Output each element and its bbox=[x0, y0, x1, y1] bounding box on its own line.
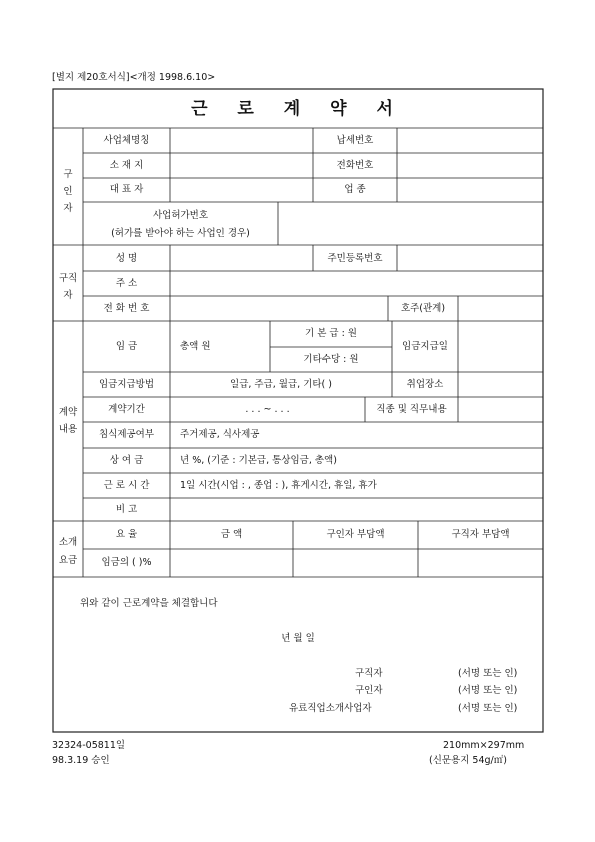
contract-date: 년 월 일 bbox=[281, 633, 315, 644]
wage-allowance: 기타수당 : 원 bbox=[303, 354, 359, 365]
sign-employer-field[interactable]: (서명 또는 인) bbox=[458, 685, 518, 696]
meal-value: 주거제공, 식사제공 bbox=[180, 429, 260, 440]
label-seeker-phone: 전 화 번 호 bbox=[103, 303, 150, 314]
pay-method-options: 일급, 주급, 월급, 기타( ) bbox=[230, 379, 332, 390]
label-seeker-name: 성 명 bbox=[115, 253, 138, 264]
section-employer: 구 인 자 bbox=[63, 169, 73, 214]
signer-agency: 유료직업소개사업자 bbox=[289, 703, 372, 714]
label-employer-share: 구인자 부담액 bbox=[326, 529, 385, 540]
label-address: 소 재 지 bbox=[109, 160, 144, 171]
label-hours: 근 로 시 간 bbox=[103, 480, 150, 491]
label-seeker-address: 주 소 bbox=[115, 278, 138, 289]
label-tax-no: 납세번호 bbox=[336, 135, 374, 146]
section-contract: 계약 내용 bbox=[58, 407, 78, 435]
form-reference: [별지 제20호서식]<개정 1998.6.10> bbox=[52, 72, 216, 83]
approval-date: 98.3.19 승인 bbox=[52, 755, 110, 766]
label-permit-no: 사업허가번호 bbox=[152, 210, 209, 221]
bonus-value: 년 %, (기준 : 기본급, 통상임금, 총액) bbox=[180, 455, 337, 466]
document-title: 근 로 계 약 서 bbox=[191, 99, 405, 119]
label-wage: 임 금 bbox=[115, 341, 138, 352]
label-fee-rate: 요 율 bbox=[115, 529, 138, 540]
label-job-type: 직종 및 직무내용 bbox=[376, 404, 447, 415]
label-representative: 대 표 자 bbox=[109, 184, 144, 195]
label-bonus: 상 여 금 bbox=[109, 455, 144, 466]
label-pay-day: 임금지급일 bbox=[402, 341, 448, 352]
label-workplace: 취업장소 bbox=[406, 379, 444, 390]
period-value: . . . ~ . . . bbox=[245, 404, 290, 415]
label-biz-name: 사업체명칭 bbox=[103, 135, 150, 146]
label-period: 계약기간 bbox=[108, 404, 145, 415]
label-industry: 업 종 bbox=[344, 184, 366, 195]
label-seeker-share: 구직자 부담액 bbox=[451, 529, 510, 540]
label-permit-note: (허가를 받아야 하는 사업인 경우) bbox=[111, 228, 250, 239]
signer-seeker: 구직자 bbox=[355, 668, 383, 679]
label-remarks: 비 고 bbox=[115, 504, 138, 515]
section-jobseeker: 구직 자 bbox=[58, 273, 78, 301]
label-fee-amount: 금 액 bbox=[220, 529, 243, 540]
label-rrn: 주민등록번호 bbox=[327, 253, 383, 264]
label-pay-method: 임금지급방법 bbox=[98, 379, 155, 390]
form-code: 32324-05811일 bbox=[52, 740, 126, 751]
label-wage-percent: 임금의 ( )% bbox=[101, 557, 152, 568]
paper-size: 210mm×297mm bbox=[443, 740, 525, 751]
wage-total: 총액 원 bbox=[180, 341, 211, 352]
signer-employer: 구인자 bbox=[355, 685, 383, 696]
sign-seeker-field[interactable]: (서명 또는 인) bbox=[458, 668, 518, 679]
label-meal: 침식제공여부 bbox=[98, 429, 155, 440]
sign-agency-field[interactable]: (서명 또는 인) bbox=[458, 703, 518, 714]
hours-value: 1일 시간(시업 : , 종업 : ), 휴게시간, 휴일, 휴가 bbox=[180, 480, 377, 491]
section-fee: 소개 요금 bbox=[58, 537, 78, 566]
agreement-statement: 위와 같이 근로계약을 체결합니다 bbox=[80, 598, 218, 609]
wage-base: 기 본 급 : 원 bbox=[305, 328, 357, 339]
paper-type: (신문용지 54g/㎡) bbox=[429, 755, 507, 766]
label-household-head: 호주(관계) bbox=[400, 303, 446, 314]
label-phone: 전화번호 bbox=[336, 160, 374, 171]
